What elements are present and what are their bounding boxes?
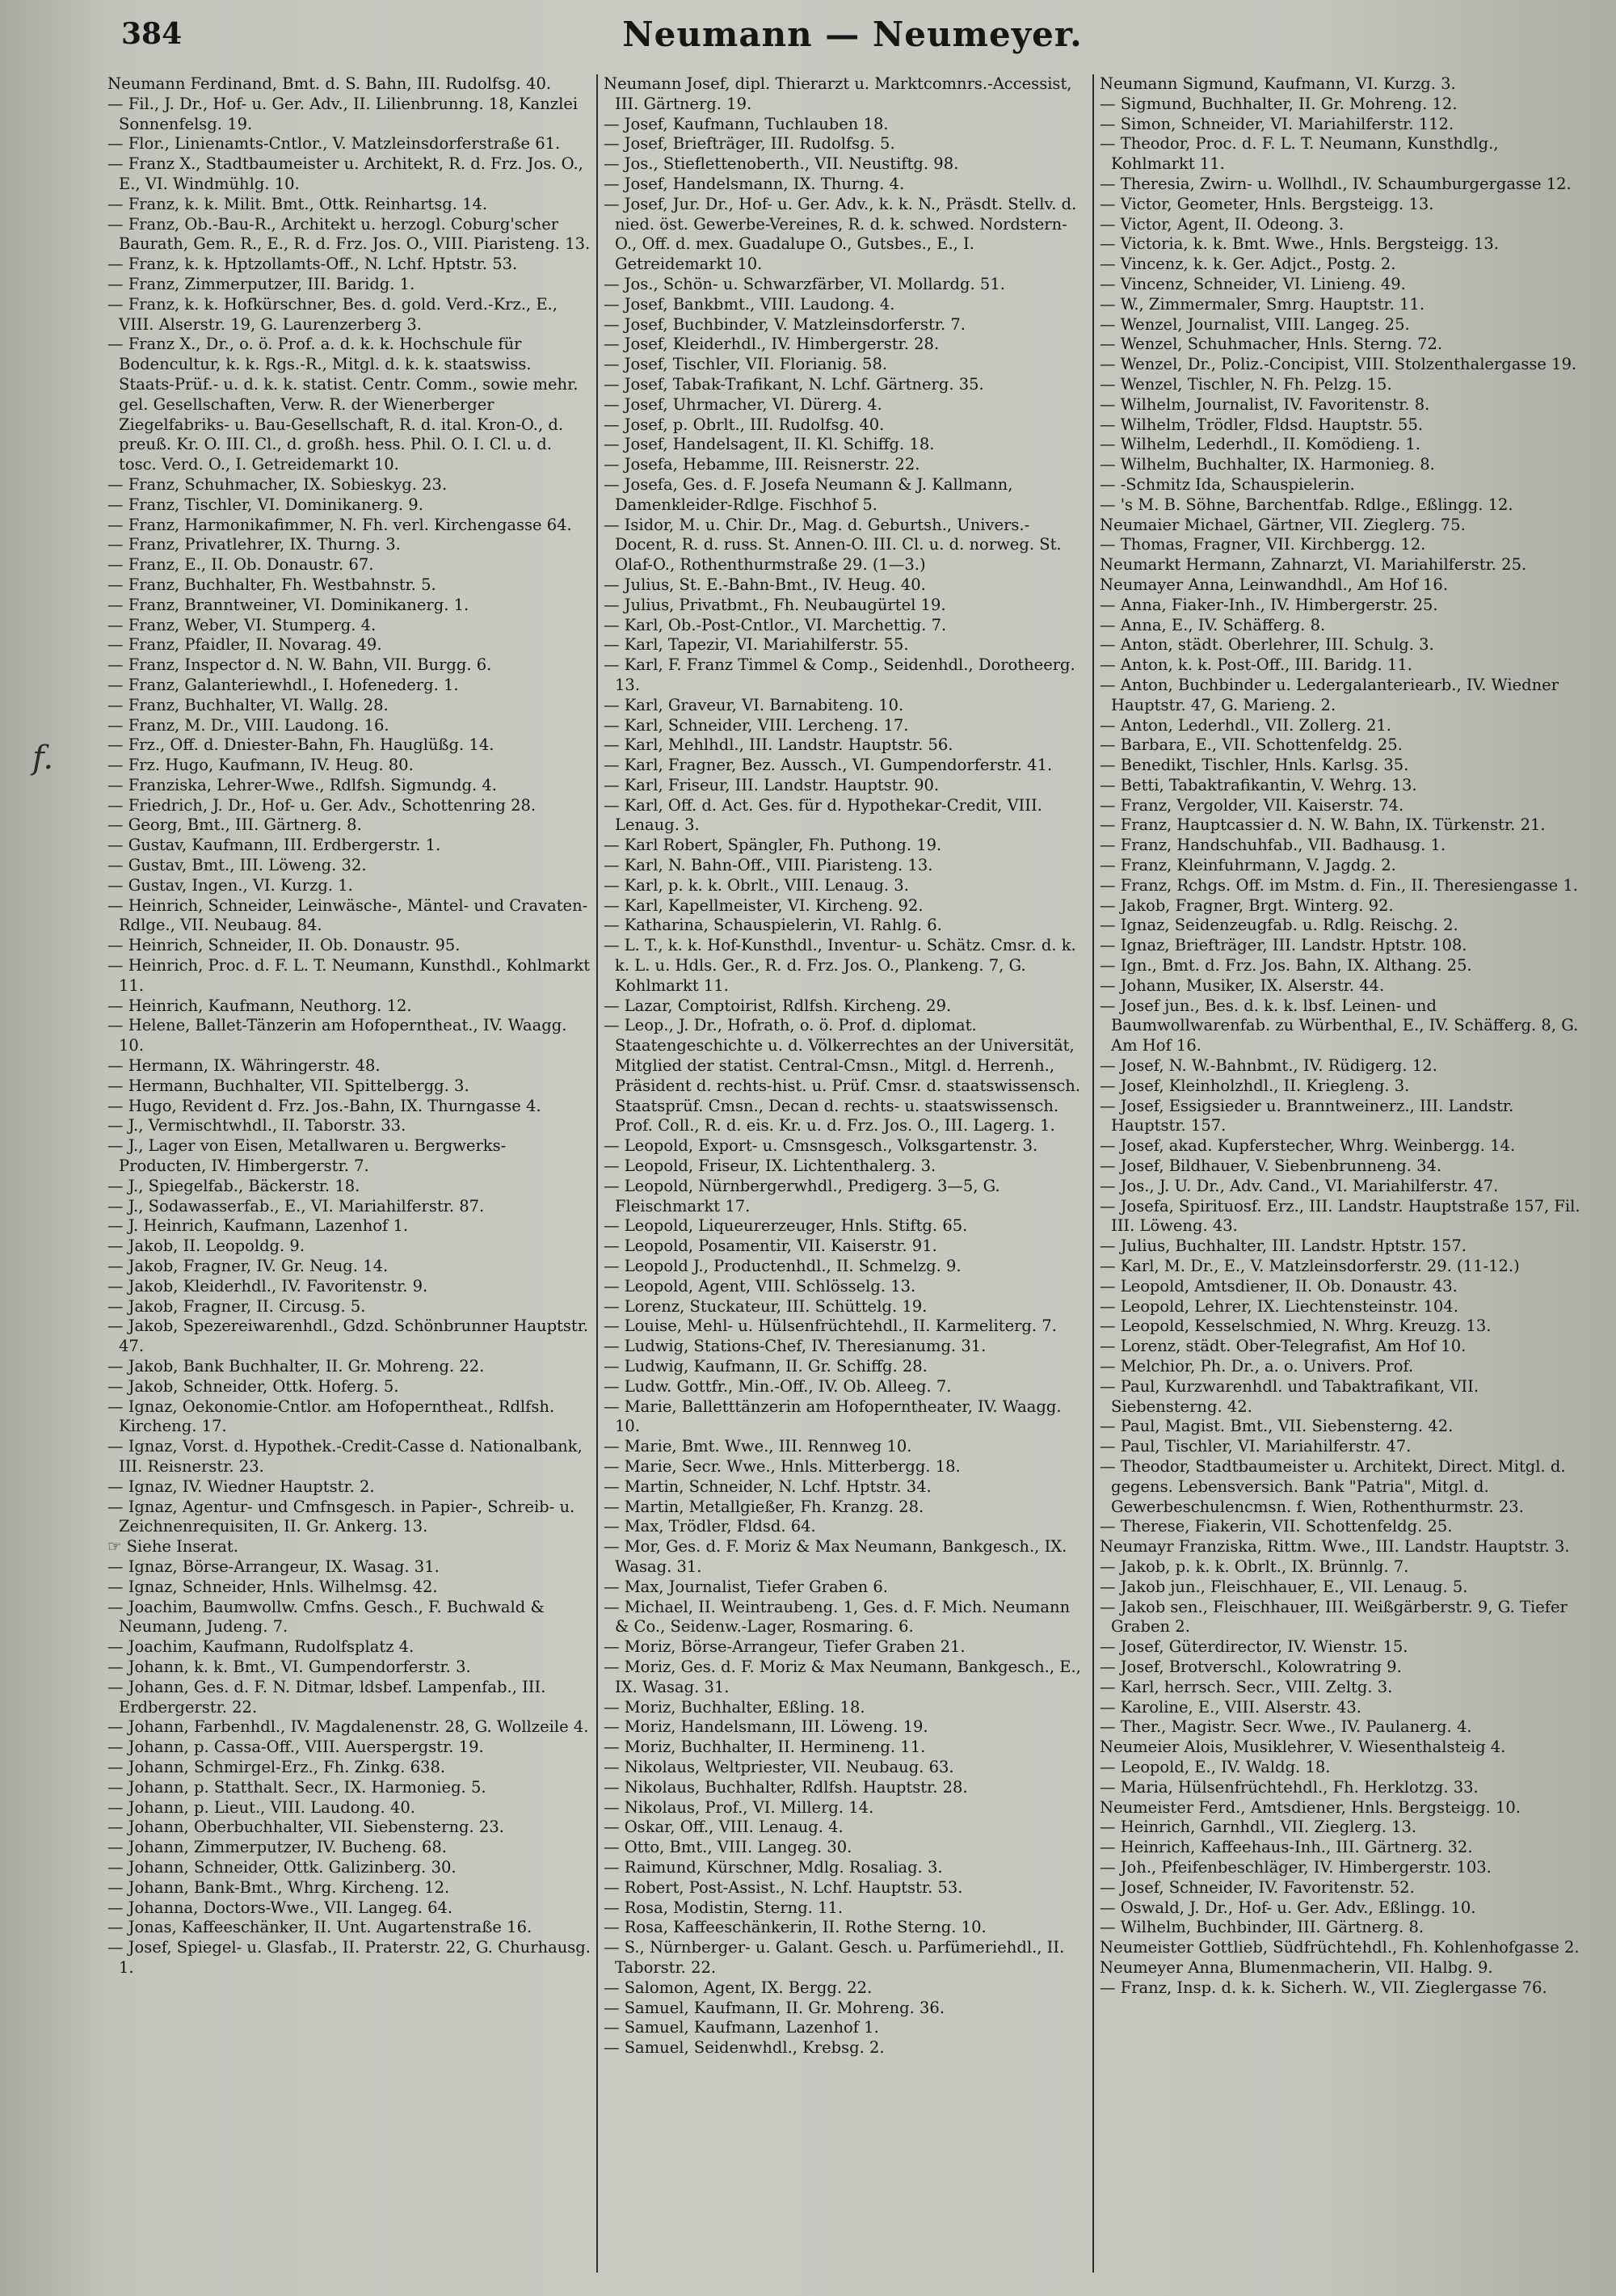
- directory-entry: — J., Spiegelfab., Bäckerstr. 18.: [107, 1176, 360, 1195]
- directory-entry: — Josef, Tischler, VII. Florianig. 58.: [604, 355, 888, 374]
- directory-entry: — Jos., Schön- u. Schwarzfärber, VI. Mollardg. 51.: [604, 274, 1005, 293]
- directory-entry: — Rosa, Modistin, Sterng. 11.: [604, 1898, 844, 1917]
- directory-entry: — Johann, Bank-Bmt., Whrg. Kircheng. 12.: [107, 1877, 450, 1897]
- directory-entry: — Martin, Schneider, N. Lchf. Hptstr. 34.: [604, 1477, 932, 1496]
- directory-entry: — Franz, Weber, VI. Stumperg. 4.: [107, 615, 377, 634]
- directory-entry: — Isidor, M. u. Chir. Dr., Mag. d. Geburtsh., Univers.-Docent, R. d. russ. St. Annen-O. III. Cl. u. d. norweg. St. Olaf-O., Rothenthurmstraße 29. (1—3.): [604, 515, 1062, 575]
- directory-entry: — Karl Robert, Spängler, Fh. Puthong. 19.: [604, 836, 942, 855]
- directory-entry: — Heinrich, Proc. d. F. L. T. Neumann, Kunsthdl., Kohlmarkt 11.: [107, 956, 591, 995]
- directory-entry: — Karl, Off. d. Act. Ges. für d. Hypothekar-Credit, VIII. Lenaug. 3.: [604, 795, 1042, 835]
- directory-entry: — Karl, Graveur, VI. Barnabiteng. 10.: [604, 695, 904, 714]
- directory-entry: — Jakob, Kleiderhdl., IV. Favoritenstr. 9.: [107, 1276, 428, 1295]
- directory-entry: — Franz X., Dr., o. ö. Prof. a. d. k. k. Hochschule für Bodencultur, k. k. Rgs.-R., Mitgl. d. k. k. staatswiss. Staats-Prüf.- u. d. k. k. statist. Centr. Comm., sowie mehr. gel. Gesellschaften, Verw. R. der Wienerberger Ziegelfabriks- u. Bau-Gesellschaft, R. d. ital. Kron-O., d. preuß. Kr. O. III. Cl., d. großh. hess. Phil. O. I. Cl. u. d. tosc. Verd. O., I. Getreidemarkt 10.: [107, 335, 579, 474]
- directory-entry: — Moriz, Handelsmann, III. Löweng. 19.: [604, 1717, 928, 1737]
- directory-entry: — 's M. B. Söhne, Barchentfab. Rdlge., Eßlingg. 12.: [1100, 495, 1513, 514]
- directory-entry: — Ignaz, Briefträger, III. Landstr. Hptstr. 108.: [1100, 936, 1467, 955]
- directory-entry: — L. T., k. k. Hof-Kunsthdl., Inventur- u. Schätz. Cmsr. d. k. k. L. u. Hdls. Ger., R. d. Frz. Jos. O., Plankeng. 7, G. Kohlmarkt 11.: [604, 936, 1076, 995]
- handwritten-margin-mark: f.: [32, 739, 54, 777]
- directory-entry: — Jakob, Spezereiwarenhdl., Gdzd. Schönbrunner Hauptstr. 47.: [107, 1317, 589, 1356]
- directory-entry: — Franz, Vergolder, VII. Kaiserstr. 74.: [1100, 795, 1404, 815]
- directory-entry: — Wenzel, Dr., Poliz.-Concipist, VIII. Stolzenthalergasse 19.: [1100, 355, 1577, 374]
- directory-entry: — Frz. Hugo, Kaufmann, IV. Heug. 80.: [107, 756, 414, 775]
- directory-entry: — Franz, Kleinfuhrmann, V. Jagdg. 2.: [1100, 856, 1396, 875]
- directory-entry: — Fil., J. Dr., Hof- u. Ger. Adv., II. Lilienbrunng. 18, Kanzlei Sonnenfelsg. 19.: [107, 94, 579, 133]
- directory-entry: — Franz, Zimmerputzer, III. Baridg. 1.: [107, 274, 415, 293]
- directory-entry: — Marie, Balletttänzerin am Hofoperntheater, IV. Waagg. 10.: [604, 1397, 1062, 1436]
- directory-entry: — Samuel, Kaufmann, Lazenhof 1.: [604, 2018, 879, 2037]
- directory-columns: [102, 74, 1589, 2273]
- column-left: [102, 74, 596, 2273]
- directory-entry: — Josef, Buchbinder, V. Matzleinsdorferstr. 7.: [604, 314, 966, 334]
- directory-entry: — Leopold, Kesselschmied, N. Whrg. Kreuzg. 13.: [1100, 1317, 1492, 1336]
- directory-entry: — Karl, Friseur, III. Landstr. Hauptstr. 90.: [604, 775, 940, 794]
- directory-entry: — Moriz, Börse-Arrangeur, Tiefer Graben 21.: [604, 1637, 966, 1657]
- directory-entry: — Vincenz, k. k. Ger. Adjct., Postg. 2.: [1100, 255, 1396, 274]
- directory-entry: — Gustav, Ingen., VI. Kurzg. 1.: [107, 875, 353, 895]
- directory-entry: — Josef, Handelsagent, II. Kl. Schiffg. 18.: [604, 435, 935, 454]
- directory-entry: — Leopold, Posamentir, VII. Kaiserstr. 91.: [604, 1236, 937, 1256]
- directory-entry: — Wilhelm, Lederhdl., II. Komödieng. 1.: [1100, 435, 1420, 454]
- directory-entry: — Josefa, Hebamme, III. Reisnerstr. 22.: [604, 455, 920, 474]
- directory-entry: — Franz, k. k. Hofkürschner, Bes. d. gold. Verd.-Krz., E., VIII. Alserstr. 19, G. Laurenzerberg 3.: [107, 294, 558, 334]
- directory-entry: — Karl, herrsch. Secr., VIII. Zeltg. 3.: [1100, 1677, 1393, 1696]
- directory-entry: — Franz, M. Dr., VIII. Laudong. 16.: [107, 715, 389, 735]
- directory-entry: — Ignaz, Börse-Arrangeur, IX. Wasag. 31.: [107, 1557, 440, 1576]
- directory-entry: — Wenzel, Tischler, N. Fh. Pelzg. 15.: [1100, 374, 1392, 394]
- directory-entry: — Franziska, Lehrer-Wwe., Rdlfsh. Sigmundg. 4.: [107, 775, 497, 794]
- directory-entry: — Martin, Metallgießer, Fh. Kranzg. 28.: [604, 1497, 924, 1516]
- directory-entry: — Oswald, J. Dr., Hof- u. Ger. Adv., Eßlingg. 10.: [1100, 1898, 1476, 1917]
- directory-entry: — Heinrich, Schneider, II. Ob. Donaustr. 95.: [107, 936, 461, 955]
- directory-entry: — Ignaz, Vorst. d. Hypothek.-Credit-Casse d. Nationalbank, III. Reisnerstr. 23.: [107, 1437, 583, 1476]
- directory-entry: — Franz, Buchhalter, Fh. Westbahnstr. 5.: [107, 575, 436, 594]
- directory-entry: — Victoria, k. k. Bmt. Wwe., Hnls. Bergsteigg. 13.: [1100, 234, 1499, 254]
- directory-entry: — Heinrich, Garnhdl., VII. Zieglerg. 13.: [1100, 1818, 1417, 1837]
- directory-entry: — Josef, N. W.-Bahnbmt., IV. Rüdigerg. 12.: [1100, 1056, 1437, 1076]
- directory-entry: — Hugo, Revident d. Frz. Jos.-Bahn, IX. Thurngasse 4.: [107, 1096, 541, 1115]
- directory-entry: — Karl, Ob.-Post-Cntlor., VI. Marchettig. 7.: [604, 615, 947, 634]
- directory-entry: — Simon, Schneider, VI. Mariahilferstr. 112.: [1100, 114, 1454, 133]
- directory-entry: — Samuel, Seidenwhdl., Krebsg. 2.: [604, 2038, 885, 2058]
- directory-entry: — Marie, Secr. Wwe., Hnls. Mitterbergg. 18.: [604, 1456, 961, 1476]
- directory-entry: — Johann, Zimmerputzer, IV. Bucheng. 68.: [107, 1838, 447, 1857]
- directory-entry: — Josef, Handelsmann, IX. Thurng. 4.: [604, 174, 905, 193]
- directory-entry: — Leopold, Agent, VIII. Schlösselg. 13.: [604, 1276, 916, 1295]
- directory-entry: — Franz, Insp. d. k. k. Sicherh. W., VII. Zieglergasse 76.: [1100, 1978, 1547, 1997]
- directory-entry: — Franz, Privatlehrer, IX. Thurng. 3.: [107, 535, 401, 554]
- directory-entry: — Josef, Kleinholzhdl., II. Kriegleng. 3.: [1100, 1076, 1410, 1095]
- directory-entry: — Franz, Harmonikafimmer, N. Fh. verl. Kirchengasse 64.: [107, 515, 572, 534]
- directory-entry: Neumaier Michael, Gärtner, VII. Zieglerg. 75.: [1100, 515, 1466, 534]
- directory-entry: — Anton, städt. Oberlehrer, III. Schulg. 3.: [1100, 635, 1434, 655]
- directory-entry: — Ludwig, Stations-Chef, IV. Theresianumg. 31.: [604, 1337, 987, 1356]
- directory-entry: — Jos., J. U. Dr., Adv. Cand., VI. Mariahilferstr. 47.: [1100, 1176, 1499, 1195]
- directory-entry: — Leop., J. Dr., Hofrath, o. ö. Prof. d. diplomat. Staatengeschichte u. d. Völkerrechtes an der Universität, Mitglied der statist. Central-Cmsn., Mitgl. d. Herrenh., Präsident d. rechts-hist. u. Prüf. Cmsr. d. staatswissensch. Staatsprüf. Cmsn., Decan d. rechts- u. staatswissensch. Prof. Coll., R. d. eis. Kr. u. d. Frz. Jos. O., III. Lagerg. 1.: [604, 1016, 1081, 1135]
- directory-entry: — Anna, Fiaker-Inh., IV. Himbergerstr. 25.: [1100, 595, 1438, 614]
- directory-entry: — -Schmitz Ida, Schauspielerin.: [1100, 474, 1355, 494]
- directory-entry: — Melchior, Ph. Dr., a. o. Univers. Prof.: [1100, 1357, 1414, 1375]
- directory-entry: — Wilhelm, Trödler, Fldsd. Hauptstr. 55.: [1100, 415, 1424, 434]
- directory-entry: — Leopold, Nürnbergerwhdl., Predigerg. 3—5, G. Fleischmarkt 17.: [604, 1176, 1000, 1215]
- directory-entry: — Karl, N. Bahn-Off., VIII. Piaristeng. 13.: [604, 856, 933, 875]
- directory-entry: — Joh., Pfeifenbeschläger, IV. Himbergerstr. 103.: [1100, 1857, 1492, 1877]
- directory-entry: — Jakob, Schneider, Ottk. Hoferg. 5.: [107, 1376, 399, 1396]
- directory-entry: — Johann, Schmirgel-Erz., Fh. Zinkg. 638.: [107, 1757, 446, 1776]
- directory-entry: — Johann, Musiker, IX. Alserstr. 44.: [1100, 975, 1385, 995]
- directory-entry: — Josef jun., Bes. d. k. k. lbsf. Leinen- und Baumwollwarenfab. zu Würbenthal, E., IV. Schäfferg. 8, G. Am Hof 16.: [1100, 996, 1579, 1055]
- page-number: 384: [121, 17, 183, 51]
- directory-entry: Neumeyer Anna, Blumenmacherin, VII. Halbg. 9.: [1100, 1957, 1493, 1977]
- directory-entry: — Joachim, Kaufmann, Rudolfsplatz 4.: [107, 1637, 415, 1657]
- directory-entry: — Wilhelm, Buchhalter, IX. Harmonieg. 8.: [1100, 455, 1435, 474]
- directory-entry: — Julius, Privatbmt., Fh. Neubaugürtel 19.: [604, 595, 946, 614]
- directory-entry: — Karl, Tapezir, VI. Mariahilferstr. 55.: [604, 635, 909, 655]
- directory-entry: Neumann Ferdinand, Bmt. d. S. Bahn, III. Rudolfsg. 40.: [107, 74, 552, 93]
- directory-entry: — Josef, Bankbmt., VIII. Laudong. 4.: [604, 294, 895, 314]
- directory-entry: — J. Heinrich, Kaufmann, Lazenhof 1.: [107, 1216, 409, 1236]
- directory-entry: — Franz, k. k. Hptzollamts-Off., N. Lchf. Hptstr. 53.: [107, 255, 518, 274]
- directory-entry: — Robert, Post-Assist., N. Lchf. Hauptstr. 53.: [604, 1877, 963, 1897]
- directory-entry: — Oskar, Off., VIII. Lenaug. 4.: [604, 1818, 844, 1837]
- column-middle: [596, 74, 1092, 2273]
- directory-entry: — Ludwig, Kaufmann, II. Gr. Schiffg. 28.: [604, 1357, 928, 1375]
- directory-entry: — Marie, Bmt. Wwe., III. Rennweg 10.: [604, 1437, 912, 1456]
- directory-entry: — Leopold, Liqueurerzeuger, Hnls. Stiftg. 65.: [604, 1216, 968, 1236]
- directory-entry: — Moriz, Buchhalter, II. Hermineng. 11.: [604, 1738, 926, 1757]
- directory-entry: — Anton, Lederhdl., VII. Zollerg. 21.: [1100, 715, 1391, 735]
- directory-entry: — Hermann, IX. Währingerstr. 48.: [107, 1056, 381, 1076]
- directory-entry: — Samuel, Kaufmann, II. Gr. Mohreng. 36.: [604, 1998, 945, 2017]
- directory-entry: — Josef, Spiegel- u. Glasfab., II. Praterstr. 22, G. Churhausg. 1.: [107, 1938, 591, 1977]
- column-right: [1092, 74, 1589, 2273]
- directory-entry: — Benedikt, Tischler, Hnls. Karlsg. 35.: [1100, 756, 1409, 775]
- directory-entry: — Barbara, E., VII. Schottenfeldg. 25.: [1100, 735, 1403, 755]
- directory-entry: — Josefa, Ges. d. F. Josefa Neumann & J. Kallmann, Damenkleider-Rdlge. Fischhof 5.: [604, 474, 1013, 514]
- directory-entry: — Heinrich, Kaufmann, Neuthorg. 12.: [107, 996, 412, 1015]
- directory-entry: — Ignaz, IV. Wiedner Hauptstr. 2.: [107, 1477, 375, 1496]
- directory-entry: — Wenzel, Journalist, VIII. Langeg. 25.: [1100, 314, 1410, 334]
- directory-entry: — Wilhelm, Journalist, IV. Favoritenstr. 8.: [1100, 394, 1430, 414]
- directory-entry: — Johanna, Doctors-Wwe., VII. Langeg. 64.: [107, 1898, 453, 1917]
- directory-entry: — Karl, Schneider, VIII. Lercheng. 17.: [604, 715, 909, 735]
- directory-entry: — Max, Journalist, Tiefer Graben 6.: [604, 1577, 888, 1596]
- directory-entry: — Josef, akad. Kupferstecher, Whrg. Weinbergg. 14.: [1100, 1136, 1516, 1156]
- directory-entry: — Sigmund, Buchhalter, II. Gr. Mohreng. 12.: [1100, 94, 1458, 113]
- directory-entry: — Julius, St. E.-Bahn-Bmt., IV. Heug. 40.: [604, 575, 926, 594]
- directory-entry: — Vincenz, Schneider, VI. Linieng. 49.: [1100, 274, 1406, 293]
- directory-entry: — Johann, p. Cassa-Off., VIII. Auerspergstr. 19.: [107, 1738, 484, 1757]
- directory-entry: — Nikolaus, Buchhalter, Rdlfsh. Hauptstr. 28.: [604, 1777, 968, 1797]
- directory-entry: — Maria, Hülsenfrüchtehdl., Fh. Herklotzg. 33.: [1100, 1777, 1479, 1797]
- directory-entry: — Helene, Ballet-Tänzerin am Hofoperntheat., IV. Waagg. 10.: [107, 1016, 567, 1055]
- directory-entry: — Leopold, Lehrer, IX. Liechtensteinstr. 104.: [1100, 1296, 1458, 1316]
- directory-entry: Neumeister Gottlieb, Südfrüchtehdl., Fh. Kohlenhofgasse 2.: [1100, 1938, 1580, 1957]
- directory-entry: — Moriz, Buchhalter, Eßling. 18.: [604, 1697, 865, 1717]
- directory-entry: — Otto, Bmt., VIII. Langeg. 30.: [604, 1838, 852, 1857]
- directory-entry: — J., Lager von Eisen, Metallwaren u. Bergwerks-Producten, IV. Himbergerstr. 7.: [107, 1136, 507, 1176]
- directory-entry: — S., Nürnberger- u. Galant. Gesch. u. Parfümeriehdl., II. Taborstr. 22.: [604, 1938, 1065, 1977]
- directory-entry: — Karl, Kapellmeister, VI. Kircheng. 92.: [604, 895, 924, 915]
- directory-entry: — Leopold J., Productenhdl., II. Schmelzg. 9.: [604, 1257, 962, 1276]
- directory-entry: — Jakob, Bank Buchhalter, II. Gr. Mohreng. 22.: [107, 1357, 485, 1375]
- directory-entry: — Therese, Fiakerin, VII. Schottenfeldg. 25.: [1100, 1517, 1453, 1536]
- directory-entry: — Jakob, p. k. k. Obrlt., IX. Brünnlg. 7.: [1100, 1557, 1409, 1576]
- directory-entry: — Betti, Tabaktrafikantin, V. Wehrg. 13.: [1100, 775, 1417, 794]
- directory-entry: — Gustav, Kaufmann, III. Erdbergerstr. 1.: [107, 836, 441, 855]
- directory-entry: — Heinrich, Schneider, Leinwäsche-, Mäntel- und Cravaten-Rdlge., VII. Neubaug. 84.: [107, 895, 588, 935]
- directory-entry: — Leopold, Friseur, IX. Lichtenthalerg. 3.: [604, 1156, 936, 1176]
- directory-entry: — Karl, M. Dr., E., V. Matzleinsdorferstr. 29. (11-12.): [1100, 1257, 1520, 1276]
- directory-entry: — Franz, k. k. Milit. Bmt., Ottk. Reinhartsg. 14.: [107, 194, 488, 213]
- directory-entry: — Franz, Inspector d. N. W. Bahn, VII. Burgg. 6.: [107, 655, 492, 675]
- directory-entry: — Franz, Branntweiner, VI. Dominikanerg. 1.: [107, 595, 469, 614]
- directory-entry: — Ignaz, Oekonomie-Cntlor. am Hofoperntheat., Rdlfsh. Kircheng. 17.: [107, 1397, 555, 1436]
- directory-entry: — Friedrich, J. Dr., Hof- u. Ger. Adv., Schottenring 28.: [107, 795, 537, 815]
- directory-entry: — Jonas, Kaffeeschänker, II. Unt. Augartenstraße 16.: [107, 1918, 532, 1937]
- directory-entry: — Franz, Hauptcassier d. N. W. Bahn, IX. Türkenstr. 21.: [1100, 815, 1546, 835]
- directory-entry: — Jakob, II. Leopoldg. 9.: [107, 1236, 305, 1256]
- directory-entry: — Thomas, Fragner, VII. Kirchbergg. 12.: [1100, 535, 1426, 554]
- directory-entry: — Johann, Oberbuchhalter, VII. Siebensterng. 23.: [107, 1818, 504, 1837]
- directory-entry: — Mor, Ges. d. F. Moriz & Max Neumann, Bankgesch., IX. Wasag. 31.: [604, 1537, 1067, 1576]
- directory-entry: — Josef, Schneider, IV. Favoritenstr. 52.: [1100, 1877, 1415, 1897]
- directory-entry: — Karl, p. k. k. Obrlt., VIII. Lenaug. 3.: [604, 875, 909, 895]
- directory-entry: — Leopold, Amtsdiener, II. Ob. Donaustr. 43.: [1100, 1276, 1458, 1295]
- directory-entry: — Rosa, Kaffeeschänkerin, II. Rothe Sterng. 10.: [604, 1918, 987, 1937]
- directory-entry: — Nikolaus, Prof., VI. Millerg. 14.: [604, 1797, 874, 1817]
- directory-entry: Neumeier Alois, Musiklehrer, V. Wiesenthalsteig 4.: [1100, 1738, 1506, 1757]
- directory-entry: — Julius, Buchhalter, III. Landstr. Hptstr. 157.: [1100, 1236, 1467, 1256]
- directory-entry: — Franz, Pfaidler, II. Novarag. 49.: [107, 635, 382, 655]
- directory-entry: — Lorenz, städt. Ober-Telegrafist, Am Hof 10.: [1100, 1337, 1467, 1356]
- directory-entry: Neumayr Franziska, Rittm. Wwe., III. Landstr. Hauptstr. 3.: [1100, 1537, 1570, 1557]
- directory-entry: — Josef, Güterdirector, IV. Wienstr. 15.: [1100, 1637, 1408, 1657]
- directory-entry: — Katharina, Schauspielerin, VI. Rahlg. 6.: [604, 916, 942, 935]
- directory-entry: — Wenzel, Schuhmacher, Hnls. Sterng. 72.: [1100, 335, 1443, 354]
- directory-entry: — Hermann, Buchhalter, VII. Spittelbergg. 3.: [107, 1076, 469, 1095]
- directory-entry: — Jakob, Fragner, II. Circusg. 5.: [107, 1296, 366, 1316]
- directory-entry: — Ign., Bmt. d. Frz. Jos. Bahn, IX. Althang. 25.: [1100, 956, 1472, 975]
- directory-entry: — Lorenz, Stuckateur, III. Schüttelg. 19.: [604, 1296, 928, 1316]
- directory-entry: — Franz, Galanteriewhdl., I. Hofenederg. 1.: [107, 675, 459, 694]
- directory-entry: — Johann, p. Lieut., VIII. Laudong. 40.: [107, 1797, 415, 1817]
- directory-entry: — Franz, E., II. Ob. Donaustr. 67.: [107, 555, 374, 575]
- directory-entry: — W., Zimmermaler, Smrg. Hauptstr. 11.: [1100, 294, 1425, 314]
- directory-entry: — Franz X., Stadtbaumeister u. Architekt, R. d. Frz. Jos. O., E., VI. Windmühlg. 10.: [107, 154, 583, 193]
- directory-entry: — J., Vermischtwhdl., II. Taborstr. 33.: [107, 1116, 406, 1135]
- running-title: Neumann — Neumeyer.: [622, 14, 1083, 54]
- directory-entry: — Josef, Jur. Dr., Hof- u. Ger. Adv., k. k. N., Präsdt. Stellv. d. nied. öst. Gewerbe-Vereines, R. d. k. schwed. Nordstern-O., Off. d. mex. Guadalupe O., Gutsbes., E., I. Getreidemarkt 10.: [604, 194, 1077, 274]
- directory-entry: — Jakob, Fragner, Brgt. Winterg. 92.: [1100, 895, 1394, 915]
- directory-entry: — Moriz, Ges. d. F. Moriz & Max Neumann, Bankgesch., E., IX. Wasag. 31.: [604, 1657, 1081, 1696]
- directory-entry: — Michael, II. Weintraubeng. 1, Ges. d. F. Mich. Neumann & Co., Seidenw.-Lager, Rosmaring. 6.: [604, 1597, 1071, 1637]
- directory-entry: — Josef, Briefträger, III. Rudolfsg. 5.: [604, 134, 895, 154]
- directory-entry: — Karl, F. Franz Timmel & Comp., Seidenhdl., Dorotheerg. 13.: [604, 655, 1075, 694]
- directory-entry: — Jos., Stieflettenoberth., VII. Neustiftg. 98.: [604, 154, 959, 174]
- directory-entry: — Georg, Bmt., III. Gärtnerg. 8.: [107, 815, 362, 835]
- directory-entry: — Heinrich, Kaffeehaus-Inh., III. Gärtnerg. 32.: [1100, 1838, 1473, 1857]
- directory-entry: — Franz, Rchgs. Off. im Mstm. d. Fin., II. Theresiengasse 1.: [1100, 875, 1578, 895]
- directory-entry: — Johann, k. k. Bmt., VI. Gumpendorferstr. 3.: [107, 1657, 471, 1676]
- directory-entry: — Franz, Tischler, VI. Dominikanerg. 9.: [107, 495, 423, 514]
- directory-entry: — Ther., Magistr. Secr. Wwe., IV. Paulanerg. 4.: [1100, 1717, 1472, 1737]
- directory-entry: — Franz, Handschuhfab., VII. Badhausg. 1.: [1100, 836, 1446, 855]
- directory-entry: — Josef, p. Obrlt., III. Rudolfsg. 40.: [604, 415, 885, 434]
- directory-entry: Neumann Josef, dipl. Thierarzt u. Marktcomnrs.-Accessist, III. Gärtnerg. 19.: [604, 74, 1072, 113]
- directory-entry: — Flor., Linienamts-Cntlor., V. Matzleinsdorferstraße 61.: [107, 134, 561, 154]
- directory-entry: — Josef, Brotverschl., Kolowratring 9.: [1100, 1657, 1402, 1676]
- directory-entry: — Karl, Mehlhdl., III. Landstr. Hauptstr. 56.: [604, 735, 953, 755]
- directory-entry: — Gustav, Bmt., III. Löweng. 32.: [107, 856, 367, 875]
- directory-entry: — Johann, p. Statthalt. Secr., IX. Harmonieg. 5.: [107, 1777, 486, 1797]
- directory-entry: — Josef, Uhrmacher, VI. Dürerg. 4.: [604, 394, 882, 414]
- directory-entry: Neumarkt Hermann, Zahnarzt, VI. Mariahilferstr. 25.: [1100, 555, 1527, 575]
- directory-entry: — Max, Trödler, Fldsd. 64.: [604, 1517, 816, 1536]
- directory-entry: — Karl, Fragner, Bez. Aussch., VI. Gumpendorferstr. 41.: [604, 756, 1053, 775]
- directory-entry: ☞ Siehe Inserat.: [107, 1537, 238, 1557]
- page-header: [121, 10, 1584, 58]
- directory-entry: — Anton, k. k. Post-Off., III. Baridg. 11.: [1100, 655, 1412, 675]
- directory-entry: — Victor, Geometer, Hnls. Bergsteigg. 13.: [1100, 194, 1434, 213]
- directory-entry: — Theodor, Proc. d. F. L. T. Neumann, Kunsthdlg., Kohlmarkt 11.: [1100, 134, 1499, 174]
- directory-entry: — Lazar, Comptoirist, Rdlfsh. Kircheng. 29.: [604, 996, 952, 1015]
- directory-entry: — Ludw. Gottfr., Min.-Off., IV. Ob. Alleeg. 7.: [604, 1376, 952, 1396]
- directory-entry: — Josef, Kleiderhdl., IV. Himbergerstr. 28.: [604, 335, 940, 354]
- directory-entry: — Leopold, Export- u. Cmsnsgesch., Volksgartenstr. 3.: [604, 1136, 1038, 1156]
- directory-entry: — Salomon, Agent, IX. Bergg. 22.: [604, 1978, 873, 1997]
- directory-entry: Neumann Sigmund, Kaufmann, VI. Kurzg. 3.: [1100, 74, 1456, 93]
- directory-entry: — Franz, Buchhalter, VI. Wallg. 28.: [107, 695, 389, 714]
- directory-entry: — Ignaz, Schneider, Hnls. Wilhelmsg. 42.: [107, 1577, 438, 1596]
- directory-entry: — Joachim, Baumwollw. Cmfns. Gesch., F. Buchwald & Neumann, Judeng. 7.: [107, 1597, 545, 1637]
- directory-entry: — Karoline, E., VIII. Alserstr. 43.: [1100, 1697, 1361, 1717]
- directory-entry: — Johann, Ges. d. F. N. Ditmar, ldsbef. Lampenfab., III. Erdbergerstr. 22.: [107, 1677, 546, 1717]
- directory-entry: — Ignaz, Agentur- und Cmfnsgesch. in Papier-, Schreib- u. Zeichnenrequisiten, II. Gr. Ankerg. 13.: [107, 1497, 575, 1536]
- directory-entry: — Victor, Agent, II. Odeong. 3.: [1100, 214, 1345, 234]
- directory-entry: Neumayer Anna, Leinwandhdl., Am Hof 16.: [1100, 575, 1449, 594]
- directory-entry: — J., Sodawasserfab., E., VI. Mariahilferstr. 87.: [107, 1196, 485, 1215]
- directory-entry: — Josef, Essigsieder u. Branntweinerz., III. Landstr. Hauptstr. 157.: [1100, 1096, 1514, 1135]
- directory-entry: — Johann, Schneider, Ottk. Galizinberg. 30.: [107, 1857, 457, 1877]
- directory-entry: — Josef, Bildhauer, V. Siebenbrunneng. 34.: [1100, 1156, 1442, 1176]
- directory-entry: — Franz, Ob.-Bau-R., Architekt u. herzogl. Coburg'scher Baurath, Gem. R., E., R. d. Frz. Jos. O., VIII. Piaristeng. 13.: [107, 214, 591, 254]
- directory-entry: — Theresia, Zwirn- u. Wollhdl., IV. Schaumburgergasse 12.: [1100, 174, 1572, 193]
- directory-entry: — Theodor, Stadtbaumeister u. Architekt, Direct. Mitgl. d. gegens. Lebensversich. Bank "Patria", Mitgl. d. Gewerbeschulencmsn. f. Wien, Rothenthurmstr. 23.: [1100, 1456, 1566, 1516]
- directory-entry: Neumeister Ferd., Amtsdiener, Hnls. Bergsteigg. 10.: [1100, 1797, 1521, 1817]
- directory-entry: — Ignaz, Seidenzeugfab. u. Rdlg. Reischg. 2.: [1100, 916, 1458, 935]
- directory-entry: — Nikolaus, Weltpriester, VII. Neubaug. 63.: [604, 1757, 954, 1776]
- directory-entry: — Josef, Tabak-Trafikant, N. Lchf. Gärtnerg. 35.: [604, 374, 984, 394]
- directory-entry: — Johann, Farbenhdl., IV. Magdalenenstr. 28, G. Wollzeile 4.: [107, 1717, 589, 1737]
- directory-entry: — Jakob, Fragner, IV. Gr. Neug. 14.: [107, 1257, 389, 1276]
- directory-entry: — Paul, Magist. Bmt., VII. Siebensterng. 42.: [1100, 1417, 1454, 1436]
- directory-entry: — Leopold, E., IV. Waldg. 18.: [1100, 1757, 1331, 1776]
- directory-entry: — Wilhelm, Buchbinder, III. Gärtnerg. 8.: [1100, 1918, 1425, 1937]
- directory-entry: — Jakob sen., Fleischhauer, III. Weißgärberstr. 9, G. Tiefer Graben 2.: [1100, 1597, 1568, 1637]
- directory-entry: — Anna, E., IV. Schäfferg. 8.: [1100, 615, 1326, 634]
- directory-entry: — Paul, Tischler, VI. Mariahilferstr. 47.: [1100, 1437, 1412, 1456]
- directory-entry: — Frz., Off. d. Dniester-Bahn, Fh. Hauglüßg. 14.: [107, 735, 494, 755]
- directory-entry: — Jakob jun., Fleischhauer, E., VII. Lenaug. 5.: [1100, 1577, 1468, 1596]
- directory-entry: — Josef, Kaufmann, Tuchlauben 18.: [604, 114, 889, 133]
- directory-entry: — Raimund, Kürschner, Mdlg. Rosaliag. 3.: [604, 1857, 943, 1877]
- directory-entry: — Paul, Kurzwarenhdl. und Tabaktrafikant, VII. Siebensterng. 42.: [1100, 1376, 1479, 1416]
- directory-entry: — Franz, Schuhmacher, IX. Sobieskyg. 23.: [107, 474, 448, 494]
- directory-entry: — Anton, Buchbinder u. Ledergalanteriearb., IV. Wiedner Hauptstr. 47, G. Marieng. 2.: [1100, 675, 1559, 714]
- directory-entry: — Louise, Mehl- u. Hülsenfrüchtehdl., II. Karmeliterg. 7.: [604, 1317, 1057, 1336]
- directory-entry: — Josefa, Spirituosf. Erz., III. Landstr. Hauptstraße 157, Fil. III. Löweng. 43.: [1100, 1196, 1580, 1236]
